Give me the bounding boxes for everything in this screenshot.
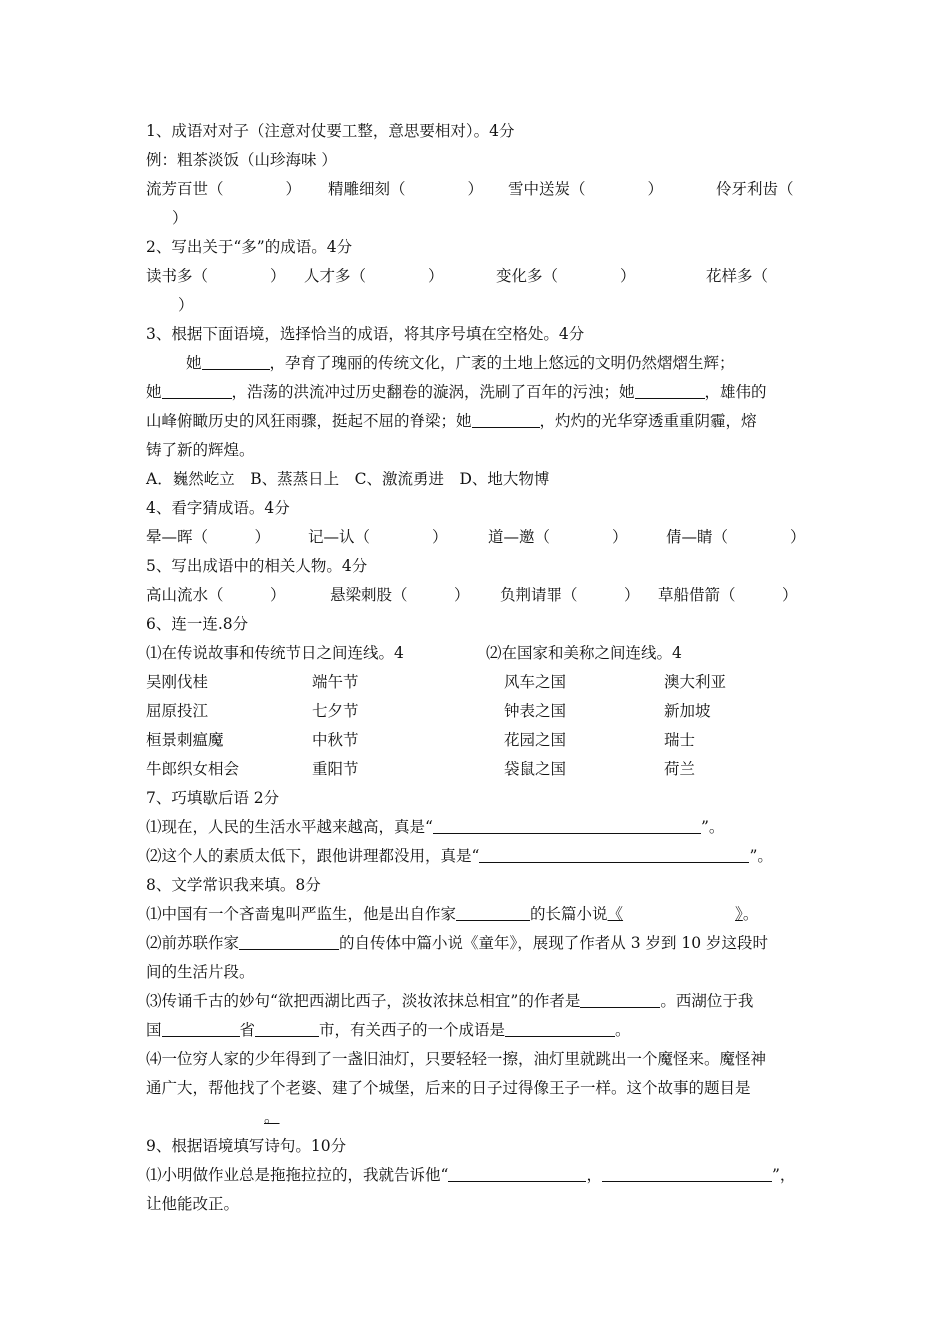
q7-blank-1[interactable] <box>433 815 701 834</box>
q3-text: 她 <box>186 354 202 372</box>
q8-bracket-close: 》 <box>735 905 743 923</box>
q6-cell[interactable]: 重阳节 <box>312 760 359 778</box>
q7-title: 7、巧填歇后语 2分 <box>146 789 280 807</box>
q6-cell[interactable]: 瑞士 <box>664 731 696 749</box>
q8-text: 国 <box>146 1021 162 1039</box>
exam-page <box>146 117 812 1219</box>
q7-blank-2[interactable] <box>479 844 749 863</box>
q8-text: 的自传体中篇小说《童年》，展现了作者从 3 岁到 10 岁这段时 <box>339 934 769 952</box>
q6-cell[interactable]: 吴刚伐桂 <box>146 673 209 691</box>
q6-cell[interactable]: 桓景刺瘟魔 <box>146 731 224 749</box>
q6-row <box>146 726 812 755</box>
q7-text: ⑴现在，人民的生活水平越来越高，真是“ <box>146 818 433 836</box>
q3-text: ，雄伟的 <box>704 383 767 401</box>
q5-item: 草船借箭（ ） <box>658 586 798 604</box>
q7-line-2 <box>146 842 812 871</box>
q8-text: 。西湖位于我 <box>660 992 754 1010</box>
q4-item: 晕—晖（ ） <box>146 528 271 546</box>
q6-title: 6、连一连.8分 <box>146 615 249 633</box>
q8-text: 省 <box>239 1021 256 1039</box>
q8-line: 通广大，帮他找了个老婆、建了个城堡，后来的日子过得像王子一样。这个故事的题目是 <box>146 1079 751 1097</box>
q3-text: ，浩荡的洪流冲过历史翻卷的漩涡，洗刷了百年的污浊；她 <box>231 383 635 401</box>
q1-example: 例：粗茶淡饭（山珍海味 ） <box>146 151 337 169</box>
q8-blank-soviet-author[interactable] <box>239 931 339 950</box>
q6-cell[interactable]: 荷兰 <box>664 760 696 778</box>
q8-line: 间的生活片段。 <box>146 963 255 981</box>
q8-line <box>146 929 812 958</box>
q2-title: 2、写出关于“多”的成语。4分 <box>146 238 353 256</box>
q1-item: 流芳百世（ ） <box>146 180 302 198</box>
q8-blank-author[interactable] <box>456 902 530 921</box>
q6-cell[interactable]: 新加坡 <box>664 702 711 720</box>
q3-blank-4[interactable] <box>472 409 540 428</box>
q6-cell[interactable]: 牛郎织女相会 <box>146 760 240 778</box>
q7-text: ”。 <box>749 847 773 865</box>
q3-blank-3[interactable] <box>635 380 705 399</box>
q6-subtitles <box>146 639 812 668</box>
q3-text: 山峰俯瞰历史的风狂雨骤，挺起不屈的脊梁；她 <box>146 412 472 430</box>
q6-cell[interactable]: 花园之国 <box>504 731 567 749</box>
q3-text: ，孕育了瑰丽的传统文化，广袤的土地上悠远的文明仍然熠熠生辉； <box>269 354 735 372</box>
q8-line <box>146 1103 812 1132</box>
q8-line <box>146 900 812 929</box>
q8-text: ⑶传诵千古的妙句“欲把西湖比西子，淡妆浓抹总相宜”的作者是 <box>146 992 581 1010</box>
q9-text: ”， <box>771 1166 796 1184</box>
q2-item: 变化多（ ） <box>496 267 636 285</box>
q2-item: 花样多（ <box>706 267 769 285</box>
q7-text: ⑵这个人的素质太低下，跟他讲理都没用，真是“ <box>146 847 480 865</box>
q6-row <box>146 755 812 784</box>
q9-line: 让他能改正。 <box>146 1195 240 1213</box>
q9-blank-2[interactable] <box>602 1163 772 1182</box>
q6-cell[interactable]: 袋鼠之国 <box>504 760 567 778</box>
q3-blank-1[interactable] <box>202 351 270 370</box>
q8-blank-city[interactable] <box>255 1018 319 1037</box>
q3-title: 3、根据下面语境，选择恰当的成语，将其序号填在空格处。4分 <box>146 325 585 343</box>
q7-line-1 <box>146 813 812 842</box>
q3-options: A．巍然屹立 B、蒸蒸日上 C、激流勇进 D、地大物博 <box>146 470 550 488</box>
q8-book-title-blank[interactable] <box>608 905 743 923</box>
q6-cell[interactable]: 屈原投江 <box>146 702 209 720</box>
q8-line <box>146 1016 812 1045</box>
q5-item: 悬梁刺股（ ） <box>330 586 470 604</box>
q1-title: 1、成语对对子（注意对仗要工整，意思要相对）。4分 <box>146 122 515 140</box>
q2-item: 人才多（ ） <box>304 267 444 285</box>
q1-item: 伶牙利齿（ <box>716 180 794 198</box>
q6-sub-2: ⑵在国家和美称之间连线。4 <box>486 644 682 662</box>
q5-items <box>146 581 812 610</box>
q8-text: 市，有关西子的一个成语是 <box>319 1021 506 1039</box>
q8-blank-poet[interactable] <box>580 989 660 1008</box>
q3-passage-line: 铸了新的辉煌。 <box>146 441 255 459</box>
q4-title: 4、看字猜成语。4分 <box>146 499 290 517</box>
q8-title: 8、文学常识我来填。8分 <box>146 876 321 894</box>
q9-text: ， <box>586 1166 602 1184</box>
q1-tail: ） <box>172 209 188 227</box>
q8-text: 。 <box>615 1021 631 1039</box>
q8-blank-idiom[interactable] <box>505 1018 615 1037</box>
q7-text: ”。 <box>700 818 725 836</box>
q6-cell[interactable]: 钟表之国 <box>504 702 567 720</box>
q6-cell[interactable]: 澳大利亚 <box>664 673 727 691</box>
q9-line <box>146 1161 812 1190</box>
q4-item: 倩—睛（ ） <box>666 528 806 546</box>
q8-bracket-open: 《 <box>607 905 624 923</box>
q4-item: 道—邀（ ） <box>488 528 628 546</box>
q8-text: 。 <box>742 905 759 923</box>
q6-row <box>146 668 812 697</box>
q8-text: 。 <box>264 1108 280 1126</box>
q2-item: 读书多（ ） <box>146 267 286 285</box>
q6-row <box>146 697 812 726</box>
q6-cell[interactable]: 风车之国 <box>504 673 567 691</box>
q8-text: ⑵前苏联作家 <box>146 934 240 952</box>
q4-items <box>146 523 812 552</box>
q8-text: 的长篇小说 <box>530 905 608 923</box>
q6-cell[interactable]: 七夕节 <box>312 702 359 720</box>
q9-blank-1[interactable] <box>448 1163 586 1182</box>
q9-text: ⑴小明做作业总是拖拖拉拉的，我就告诉他“ <box>146 1166 449 1184</box>
q1-items <box>146 175 812 204</box>
q8-blank-province[interactable] <box>162 1018 240 1037</box>
q3-text: 她 <box>146 383 162 401</box>
q3-blank-2[interactable] <box>162 380 232 399</box>
q1-item: 精雕细刻（ ） <box>328 180 484 198</box>
q5-title: 5、写出成语中的相关人物。4分 <box>146 557 368 575</box>
q8-line: ⑷一位穷人家的少年得到了一盏旧油灯，只要轻轻一擦，油灯里就跳出一个魔怪来。魔怪神 <box>146 1050 767 1068</box>
q6-sub-1: ⑴在传说故事和传统节日之间连线。4 <box>146 644 404 662</box>
q3-passage-line <box>146 378 812 407</box>
q9-title: 9、根据语境填写诗句。10分 <box>146 1137 347 1155</box>
q8-line <box>146 987 812 1016</box>
q3-passage-line <box>146 407 812 436</box>
q1-item: 雪中送炭（ ） <box>508 180 664 198</box>
q8-story-title-blank[interactable] <box>146 1108 280 1126</box>
q4-item: 记—认（ ） <box>308 528 448 546</box>
q3-text: ，灼灼的光华穿透重重阴霾，熔 <box>539 412 757 430</box>
q2-tail: ） <box>178 296 194 314</box>
q6-cell[interactable]: 端午节 <box>312 673 359 691</box>
q5-item: 负荆请罪（ ） <box>500 586 640 604</box>
q5-item: 高山流水（ ） <box>146 586 286 604</box>
q6-cell[interactable]: 中秋节 <box>312 731 359 749</box>
q3-passage-line <box>146 349 812 378</box>
q8-text: ⑴中国有一个吝啬鬼叫严监生，他是出自作家 <box>146 905 457 923</box>
q2-items <box>146 262 812 291</box>
